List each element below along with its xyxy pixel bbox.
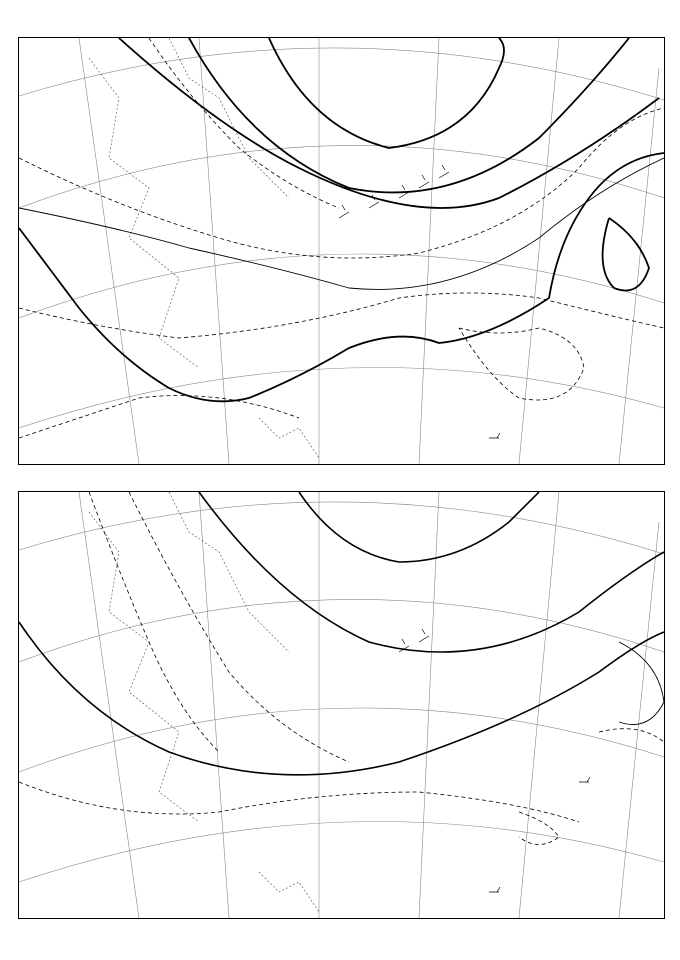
wind-barbs	[399, 629, 590, 892]
map-500hpa	[18, 491, 665, 919]
latlon-grid	[19, 492, 664, 918]
latlon-grid	[19, 38, 664, 464]
height-contours	[19, 492, 664, 775]
height-contours	[19, 38, 664, 401]
isotherms	[19, 492, 664, 845]
coastline	[89, 492, 319, 912]
isotherms	[19, 38, 664, 438]
map-300hpa	[18, 37, 665, 465]
map-300hpa-canvas	[19, 38, 664, 464]
map-500hpa-canvas	[19, 492, 664, 918]
coastline	[89, 38, 319, 458]
